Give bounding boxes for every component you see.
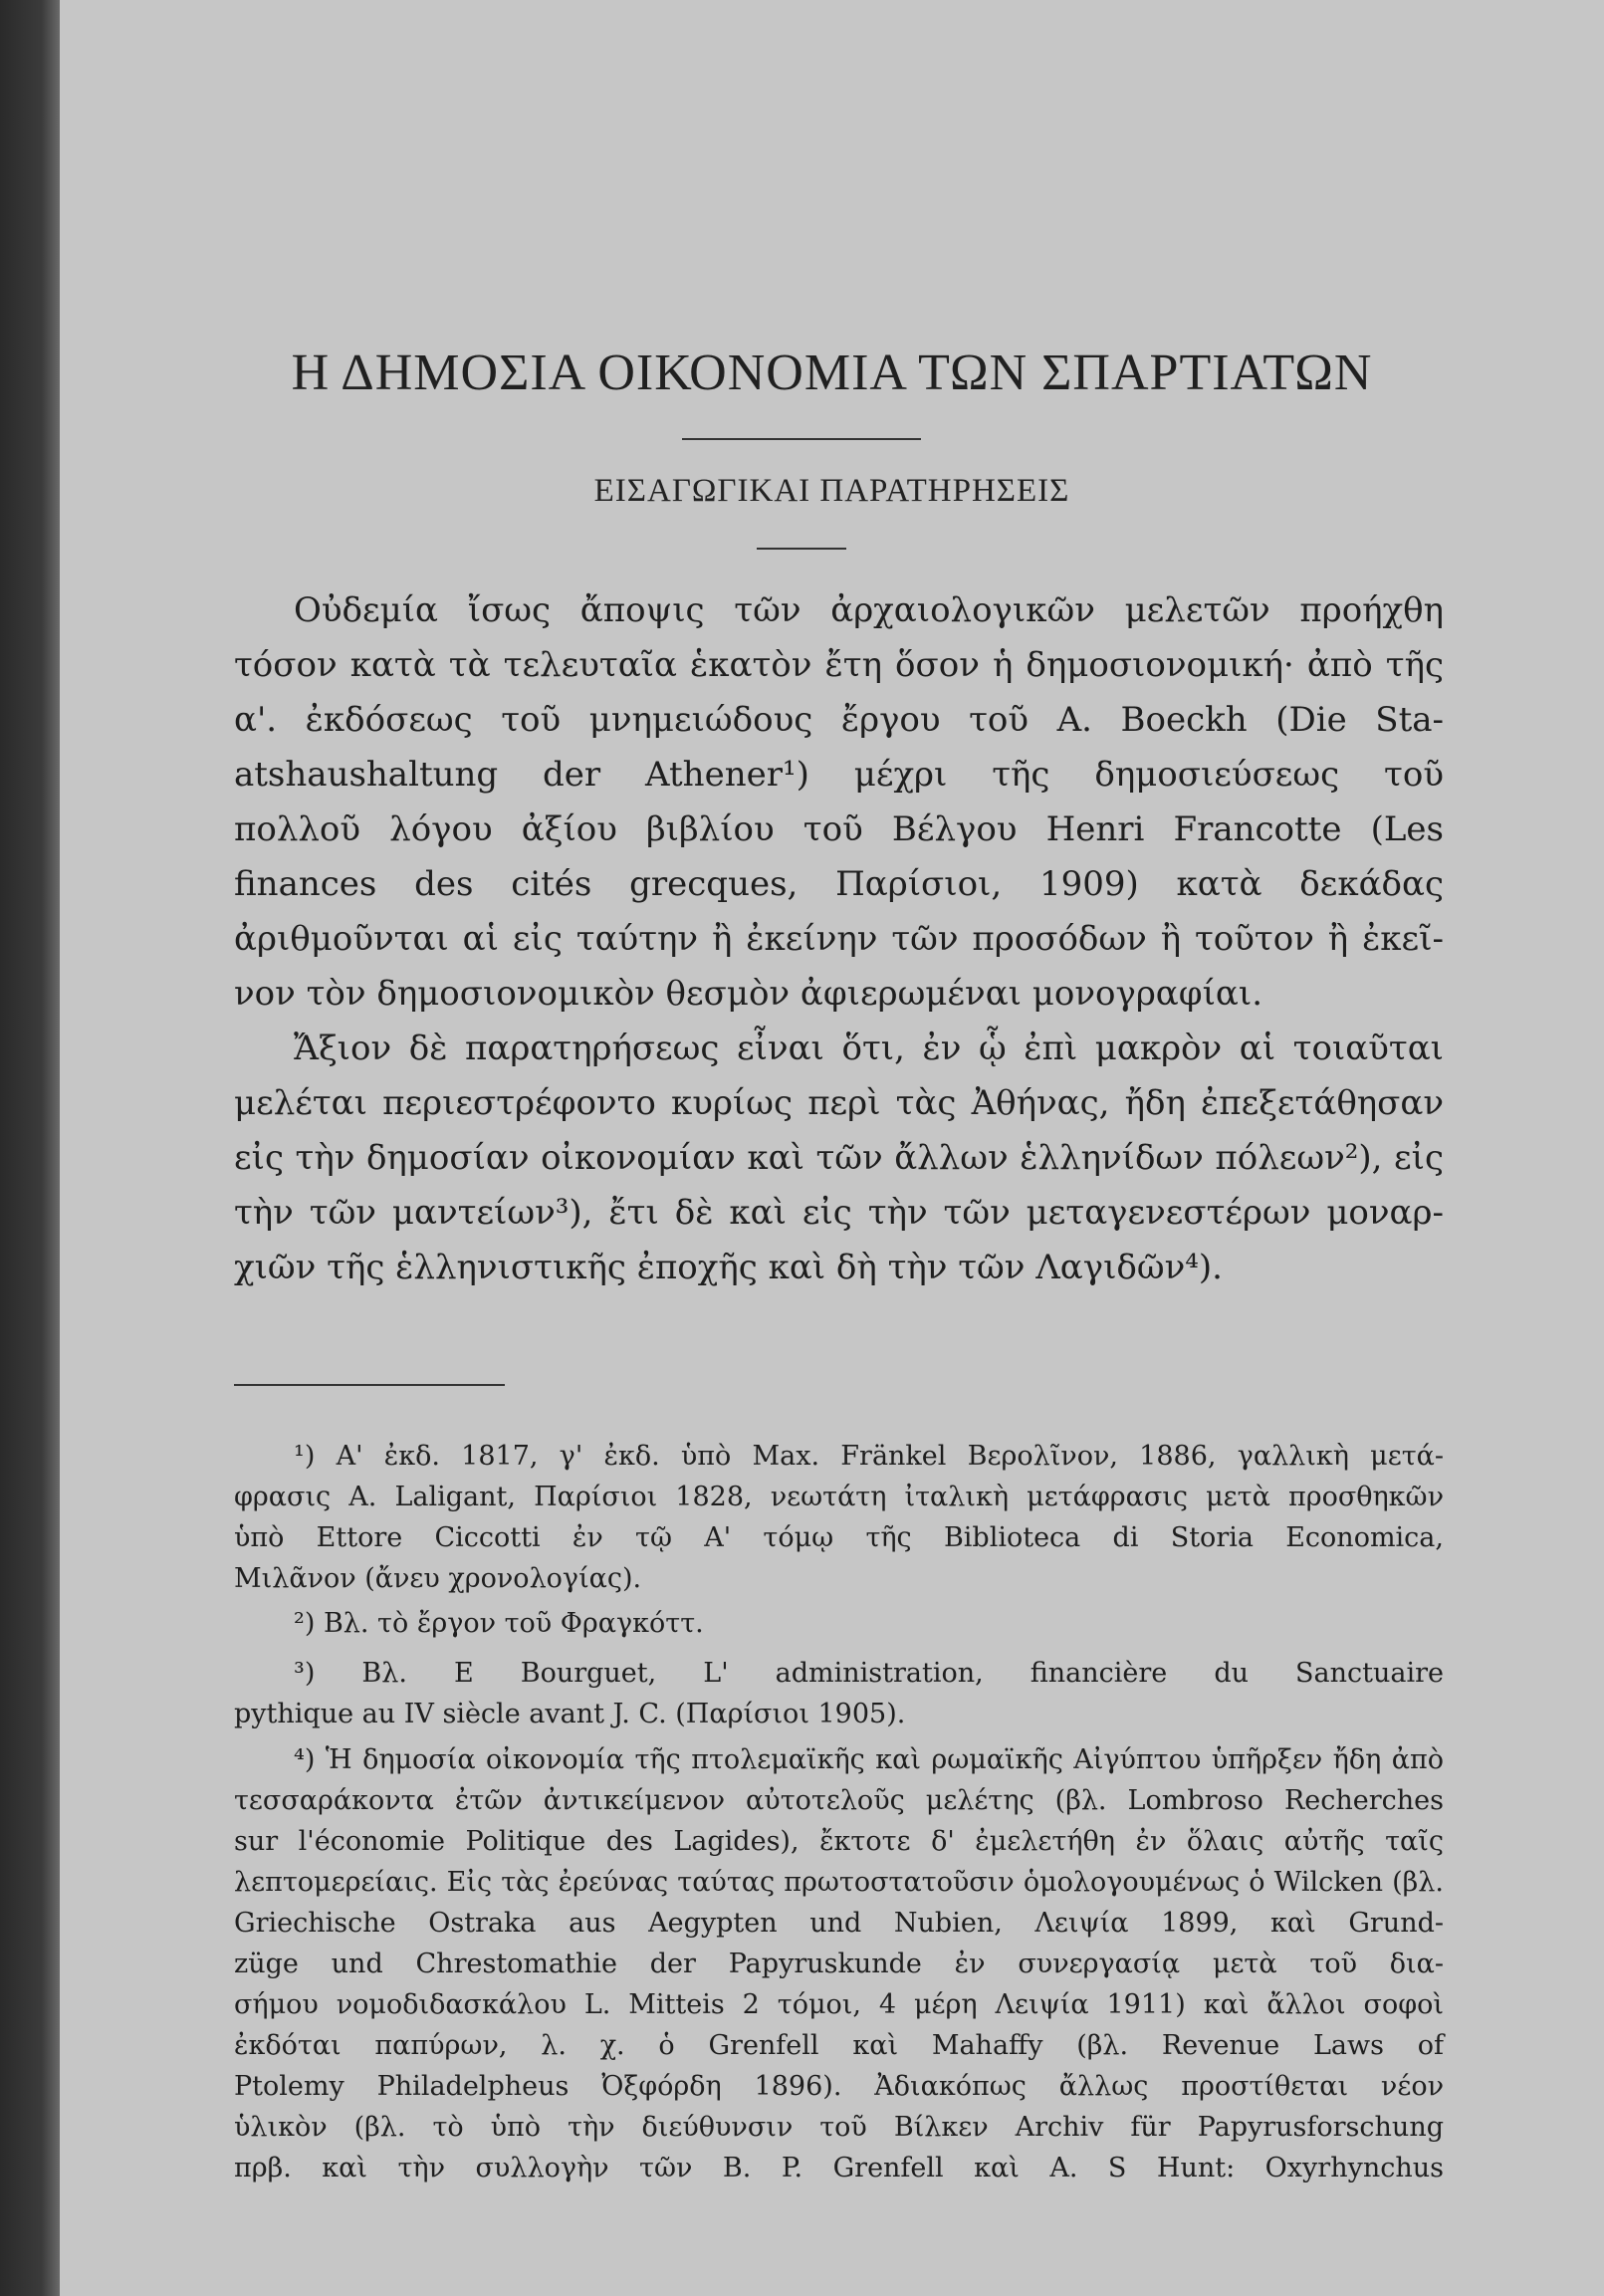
body-line: Ἄξιον δὲ παρατηρήσεως εἶναι ὅτι, ἐν ᾧ ἐπὶ μακρὸν αἱ τοιαῦται <box>294 1029 1444 1068</box>
body-line: finances des cités grecques, Παρίσιοι, 1909) κατὰ δεκάδας <box>234 864 1444 904</box>
footnote-line: ³) Βλ. E Bourguet, L' administration, financière du Sanctuaire <box>294 1658 1444 1689</box>
body-line: χιῶν τῆς ἑλληνιστικῆς ἐποχῆς καὶ δὴ τὴν τῶν Λαγιδῶν⁴). <box>234 1248 1223 1287</box>
book-binding <box>0 0 60 2296</box>
body-line: Οὐδεμία ἴσως ἄποψις τῶν ἀρχαιολογικῶν μελετῶν προήχθη <box>294 590 1444 630</box>
footnote-rule <box>234 1384 505 1386</box>
book-page <box>60 0 1604 2296</box>
section-subtitle: ΕΙΣΑΓΩΓΙΚΑΙ ΠΑΡΑΤΗΡΗΣΕΙΣ <box>593 473 1070 509</box>
footnote-line: sur l'économie Politique des Lagides), ἔκτοτε δ' ἐμελετήθη ἐν ὅλαις αὐτῆς ταῖς <box>234 1826 1444 1857</box>
body-line: atshaushaltung der Athener¹) μέχρι τῆς δημοσιεύσεως τοῦ <box>234 755 1444 795</box>
body-line: τόσον κατὰ τὰ τελευταῖα ἑκατὸν ἔτη ὅσον ἡ δημοσιονομική· ἀπὸ τῆς <box>234 645 1444 685</box>
body-line: νον τὸν δημοσιονομικὸν θεσμὸν ἀφιερωμέναι μονογραφίαι. <box>234 974 1262 1014</box>
body-line: τὴν τῶν μαντείων³), ἔτι δὲ καὶ εἰς τὴν τῶν μεταγενεστέρων μοναρ- <box>234 1193 1444 1233</box>
footnote-line: τεσσαράκοντα ἐτῶν ἀντικείμενον αὐτοτελοῦς μελέτης (βλ. Lombroso Recherches <box>234 1785 1444 1816</box>
title-rule <box>682 438 921 440</box>
footnote-line: pythique au IV siècle avant J. C. (Παρίσιοι 1905). <box>234 1699 906 1729</box>
footnote-line: ⁴) Ἡ δημοσία οἰκονομία τῆς πτολεμαϊκῆς καὶ ρωμαϊκῆς Αἰγύπτου ὑπῆρξεν ἤδη ἀπὸ <box>294 1744 1444 1775</box>
footnote-line: ²) Βλ. τὸ ἔργον τοῦ Φραγκόττ. <box>294 1608 704 1639</box>
footnote-line: Μιλᾶνον (ἄνευ χρονολογίας). <box>234 1563 642 1594</box>
subtitle-rule <box>757 548 846 550</box>
page-title: Η ΔΗΜΟΣΙΑ ΟΙΚΟΝΟΜΙΑ ΤΩΝ ΣΠΑΡΤΙΑΤΩΝ <box>291 344 1373 401</box>
footnote-line: Ptolemy Philadelpheus Ὀξφόρδη 1896). Ἀδιακόπως ἄλλως προστίθεται νέον <box>234 2071 1444 2102</box>
footnote-line: φρασις A. Laligant, Παρίσιοι 1828, νεωτάτη ἰταλικὴ μετάφρασις μετὰ προσθηκῶν <box>234 1482 1444 1512</box>
body-line: ἀριθμοῦνται αἱ εἰς ταύτην ἢ ἐκείνην τῶν προσόδων ἢ τοῦτον ἢ ἐκεῖ- <box>234 919 1444 959</box>
footnote-line: πρβ. καὶ τὴν συλλογὴν τῶν B. P. Grenfell καὶ A. S Hunt: Oxyrhynchus <box>234 2153 1444 2183</box>
footnote-line: züge und Chrestomathie der Papyruskunde ἐν συνεργασίᾳ μετὰ τοῦ δια- <box>234 1949 1444 1979</box>
body-line: πολλοῦ λόγου ἀξίου βιβλίου τοῦ Βέλγου Henri Francotte (Les <box>234 809 1444 849</box>
footnote-line: λεπτομερείαις. Εἰς τὰς ἐρεύνας ταύτας πρωτοστατοῦσιν ὁμολογουμένως ὁ Wilcken (βλ. <box>234 1867 1444 1898</box>
body-line: εἰς τὴν δημοσίαν οἰκονομίαν καὶ τῶν ἄλλων ἑλληνίδων πόλεων²), εἰς <box>234 1138 1444 1178</box>
footnote-line: ὑπὸ Ettore Ciccotti ἐν τῷ Α' τόμῳ τῆς Biblioteca di Storia Economica, <box>234 1522 1444 1553</box>
footnote-line: ¹) Α' ἐκδ. 1817, γ' ἐκδ. ὑπὸ Max. Fränkel Βερολῖνον, 1886, γαλλικὴ μετά- <box>294 1441 1444 1472</box>
footnote-line: ὑλικὸν (βλ. τὸ ὑπὸ τὴν διεύθυνσιν τοῦ Βίλκεν Archiv für Papyrusforschung <box>234 2112 1444 2143</box>
footnote-line: Griechische Ostraka aus Aegypten und Nubien, Λειψία 1899, καὶ Grund- <box>234 1908 1444 1939</box>
footnote-line: σήμου νομοδιδασκάλου L. Mitteis 2 τόμοι, 4 μέρη Λειψία 1911) καὶ ἄλλοι σοφοὶ <box>234 1989 1444 2020</box>
body-line: α'. ἐκδόσεως τοῦ μνημειώδους ἔργου τοῦ A. Boeckh (Die Sta- <box>234 700 1444 740</box>
body-line: μελέται περιεστρέφοντο κυρίως περὶ τὰς Ἀθήνας, ἤδη ἐπεξετάθησαν <box>234 1083 1444 1123</box>
footnote-line: ἐκδόται παπύρων, λ. χ. ὁ Grenfell καὶ Mahaffy (βλ. Revenue Laws of <box>234 2030 1444 2061</box>
